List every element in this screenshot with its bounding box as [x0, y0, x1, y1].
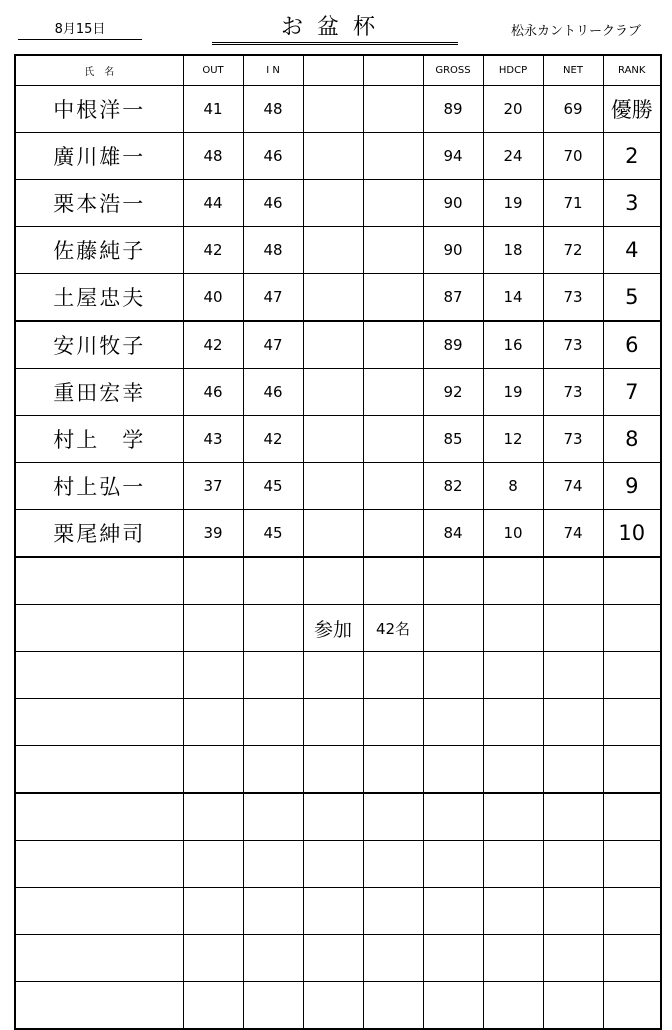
out-score: 42 [183, 227, 243, 274]
out-score: 37 [183, 463, 243, 510]
blank-cell [603, 652, 661, 699]
empty-row [15, 557, 661, 605]
blank-cell [543, 557, 603, 605]
table-row [15, 227, 661, 274]
hdcp-value: 20 [483, 86, 543, 133]
net-score: 69 [543, 86, 603, 133]
blank-cell [603, 557, 661, 605]
empty-row [15, 699, 661, 746]
blank-cell [543, 935, 603, 982]
blank-cell [243, 888, 303, 935]
blank-cell [243, 652, 303, 699]
gross-score: 94 [423, 133, 483, 180]
blank-cell [603, 746, 661, 794]
blank-cell [243, 557, 303, 605]
blank-cell [483, 982, 543, 1030]
blank-cell [15, 793, 183, 841]
gross-score: 85 [423, 416, 483, 463]
table-row [15, 463, 661, 510]
net-score: 70 [543, 133, 603, 180]
gross-score: 82 [423, 463, 483, 510]
blank-cell [15, 605, 183, 652]
rank-value: 5 [603, 274, 661, 322]
net-score: 73 [543, 369, 603, 416]
hdcp-value: 12 [483, 416, 543, 463]
net-score: 74 [543, 463, 603, 510]
player-name: 土屋忠夫 [15, 274, 183, 322]
blank-cell [423, 746, 483, 794]
hdcp-value: 10 [483, 510, 543, 558]
col-header-out: OUT [183, 55, 243, 86]
blank-cell [15, 841, 183, 888]
net-score: 73 [543, 416, 603, 463]
net-score: 71 [543, 180, 603, 227]
blank-cell [15, 982, 183, 1030]
rank-value: 4 [603, 227, 661, 274]
blank-cell [543, 699, 603, 746]
blank-cell [543, 888, 603, 935]
participants-label: 参加 [303, 605, 363, 652]
rank-value: 8 [603, 416, 661, 463]
in-score: 48 [243, 227, 303, 274]
blank-cell [603, 935, 661, 982]
blank-cell [543, 982, 603, 1030]
blank-cell [363, 841, 423, 888]
rank-value: 2 [603, 133, 661, 180]
blank-cell [183, 746, 243, 794]
in-score: 47 [243, 274, 303, 322]
blank-cell [243, 841, 303, 888]
in-score: 47 [243, 321, 303, 369]
blank-cell [303, 793, 363, 841]
blank-cell [243, 935, 303, 982]
player-name: 重田宏幸 [15, 369, 183, 416]
blank-cell [363, 746, 423, 794]
blank-cell [543, 841, 603, 888]
header-row [15, 55, 661, 86]
blank-cell [423, 935, 483, 982]
table-row [15, 86, 661, 133]
in-score: 46 [243, 133, 303, 180]
blank-cell [183, 699, 243, 746]
blank-cell [303, 133, 363, 180]
blank-cell [363, 133, 423, 180]
hdcp-value: 16 [483, 321, 543, 369]
blank-cell [423, 888, 483, 935]
player-name: 安川牧子 [15, 321, 183, 369]
blank-cell [15, 888, 183, 935]
hdcp-value: 14 [483, 274, 543, 322]
rank-value: 6 [603, 321, 661, 369]
table-row [15, 510, 661, 558]
col-header-blank-1 [303, 55, 363, 86]
player-name: 村上弘一 [15, 463, 183, 510]
out-score: 43 [183, 416, 243, 463]
blank-cell [363, 86, 423, 133]
blank-cell [243, 605, 303, 652]
blank-cell [243, 793, 303, 841]
hdcp-value: 19 [483, 369, 543, 416]
rank-value: 10 [603, 510, 661, 558]
blank-cell [423, 793, 483, 841]
blank-cell [483, 888, 543, 935]
player-name: 廣川雄一 [15, 133, 183, 180]
col-header-net: NET [543, 55, 603, 86]
blank-cell [423, 699, 483, 746]
blank-cell [183, 605, 243, 652]
col-header-gross: GROSS [423, 55, 483, 86]
blank-cell [303, 274, 363, 322]
blank-cell [363, 652, 423, 699]
blank-cell [303, 416, 363, 463]
rank-value: 3 [603, 180, 661, 227]
blank-cell [303, 982, 363, 1030]
col-header-rank: RANK [603, 55, 661, 86]
out-score: 40 [183, 274, 243, 322]
col-header-in: I N [243, 55, 303, 86]
event-date: 8月15日 [18, 18, 142, 40]
hdcp-value: 8 [483, 463, 543, 510]
col-header-blank-2 [363, 55, 423, 86]
blank-cell [363, 557, 423, 605]
blank-cell [603, 793, 661, 841]
results-table [14, 54, 662, 1030]
blank-cell [303, 227, 363, 274]
out-score: 46 [183, 369, 243, 416]
blank-cell [363, 935, 423, 982]
blank-cell [183, 982, 243, 1030]
blank-cell [363, 369, 423, 416]
blank-cell [303, 557, 363, 605]
hdcp-value: 18 [483, 227, 543, 274]
blank-cell [183, 888, 243, 935]
blank-cell [303, 746, 363, 794]
table-row [15, 274, 661, 322]
net-score: 73 [543, 321, 603, 369]
gross-score: 89 [423, 86, 483, 133]
blank-cell [363, 463, 423, 510]
blank-cell [423, 557, 483, 605]
blank-cell [303, 369, 363, 416]
sheet-header [0, 0, 672, 52]
blank-cell [483, 841, 543, 888]
blank-cell [183, 935, 243, 982]
blank-cell [243, 982, 303, 1030]
player-name: 栗尾紳司 [15, 510, 183, 558]
blank-cell [483, 557, 543, 605]
gross-score: 90 [423, 227, 483, 274]
blank-cell [483, 699, 543, 746]
blank-cell [363, 274, 423, 322]
in-score: 48 [243, 86, 303, 133]
tournament-title: お盆杯 [212, 10, 458, 45]
blank-rows [15, 557, 661, 1029]
blank-cell [15, 557, 183, 605]
gross-score: 92 [423, 369, 483, 416]
blank-cell [543, 793, 603, 841]
blank-cell [603, 605, 661, 652]
in-score: 46 [243, 180, 303, 227]
blank-cell [15, 652, 183, 699]
hdcp-value: 24 [483, 133, 543, 180]
blank-cell [243, 746, 303, 794]
out-score: 39 [183, 510, 243, 558]
blank-cell [543, 605, 603, 652]
blank-cell [183, 557, 243, 605]
blank-cell [183, 841, 243, 888]
blank-cell [483, 605, 543, 652]
blank-cell [603, 982, 661, 1030]
player-name: 佐藤純子 [15, 227, 183, 274]
blank-cell [303, 321, 363, 369]
blank-cell [423, 841, 483, 888]
blank-cell [15, 699, 183, 746]
out-score: 44 [183, 180, 243, 227]
out-score: 48 [183, 133, 243, 180]
blank-cell [483, 652, 543, 699]
empty-row [15, 793, 661, 841]
rank-value: 優勝 [603, 86, 661, 133]
rank-value: 9 [603, 463, 661, 510]
in-score: 42 [243, 416, 303, 463]
net-score: 72 [543, 227, 603, 274]
blank-cell [303, 463, 363, 510]
blank-cell [543, 652, 603, 699]
club-name: 松永カントリークラブ [510, 24, 641, 39]
empty-row [15, 605, 661, 652]
empty-row [15, 888, 661, 935]
net-score: 74 [543, 510, 603, 558]
blank-cell [15, 746, 183, 794]
blank-cell [303, 180, 363, 227]
in-score: 46 [243, 369, 303, 416]
empty-row [15, 746, 661, 794]
col-header-hdcp: HDCP [483, 55, 543, 86]
table-row [15, 416, 661, 463]
blank-cell [363, 699, 423, 746]
gross-score: 84 [423, 510, 483, 558]
blank-cell [303, 699, 363, 746]
result-rows [15, 86, 661, 558]
rank-value: 7 [603, 369, 661, 416]
net-score: 73 [543, 274, 603, 322]
participants-count: 42名 [363, 605, 423, 652]
gross-score: 89 [423, 321, 483, 369]
table-row [15, 321, 661, 369]
table-row [15, 369, 661, 416]
blank-cell [183, 793, 243, 841]
blank-cell [303, 510, 363, 558]
gross-score: 90 [423, 180, 483, 227]
table-row [15, 133, 661, 180]
blank-cell [363, 180, 423, 227]
blank-cell [303, 86, 363, 133]
blank-cell [423, 982, 483, 1030]
hdcp-value: 19 [483, 180, 543, 227]
blank-cell [303, 841, 363, 888]
blank-cell [363, 793, 423, 841]
blank-cell [483, 793, 543, 841]
blank-cell [423, 605, 483, 652]
col-header-name: 氏 名 [15, 55, 183, 86]
blank-cell [603, 888, 661, 935]
blank-cell [303, 935, 363, 982]
blank-cell [15, 935, 183, 982]
blank-cell [423, 652, 483, 699]
out-score: 41 [183, 86, 243, 133]
empty-row [15, 935, 661, 982]
blank-cell [363, 510, 423, 558]
blank-cell [363, 321, 423, 369]
blank-cell [303, 888, 363, 935]
in-score: 45 [243, 463, 303, 510]
player-name: 栗本浩一 [15, 180, 183, 227]
player-name: 村上 学 [15, 416, 183, 463]
player-name: 中根洋一 [15, 86, 183, 133]
blank-cell [603, 699, 661, 746]
blank-cell [483, 746, 543, 794]
blank-cell [483, 935, 543, 982]
empty-row [15, 982, 661, 1030]
blank-cell [243, 699, 303, 746]
empty-row [15, 841, 661, 888]
blank-cell [603, 841, 661, 888]
out-score: 42 [183, 321, 243, 369]
table-row [15, 180, 661, 227]
blank-cell [303, 652, 363, 699]
empty-row [15, 652, 661, 699]
blank-cell [363, 888, 423, 935]
in-score: 45 [243, 510, 303, 558]
blank-cell [363, 416, 423, 463]
gross-score: 87 [423, 274, 483, 322]
blank-cell [363, 227, 423, 274]
blank-cell [543, 746, 603, 794]
blank-cell [183, 652, 243, 699]
blank-cell [363, 982, 423, 1030]
